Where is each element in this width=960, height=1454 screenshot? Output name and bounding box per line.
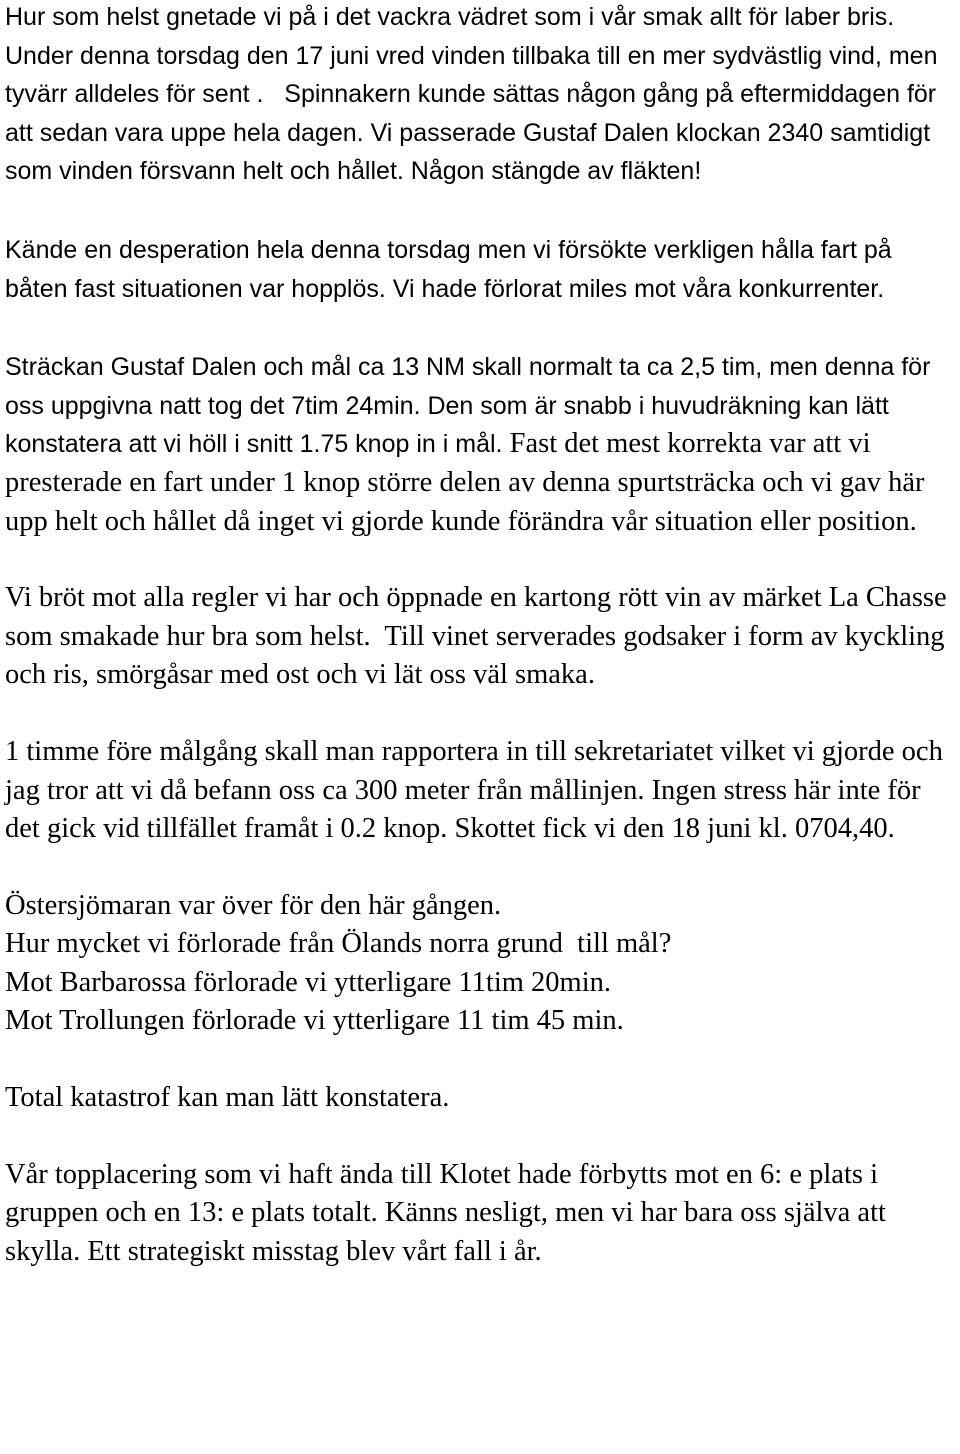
paragraph-gap xyxy=(5,308,957,348)
paragraph-8: Vår topplacering som vi haft ända till Klotet hade förbytts mot en 6: e plats i gruppen och en 13: e plats totalt. Känns nesligt, men vi har bara oss själva att skylla. Ett strategiskt misstag blev vårt fall i år. xyxy=(5,1158,894,1267)
paragraph-gap xyxy=(5,849,957,887)
paragraph-7: Total katastrof kan man lätt konstatera. xyxy=(5,1082,450,1114)
paragraph-6-line-3: Mot Barbarossa förlorade vi ytterligare 11tim 20min. xyxy=(5,966,612,998)
paragraph-3-serif-text: Fast det mest korrekta var att vi presterade en fart under 1 knop större delen av denna spurtsträcka och vi gav här upp helt och hållet då inget vi gjorde kunde förändra vår situation eller position. xyxy=(5,428,932,537)
paragraph-gap xyxy=(5,541,957,579)
paragraph-2: Kände en desperation hela denna torsdag men vi försökte verkligen hålla fart på båten fast situationen var hopplös. Vi hade förlorat miles mot våra konkurrenter. xyxy=(5,235,899,303)
paragraph-gap xyxy=(5,191,957,231)
paragraph-3 xyxy=(5,348,957,541)
paragraph-1: Hur som helst gnetade vi på i det vackra vädret som i vår smak allt för laber bris. Under denna torsdag den 17 juni vred vinden tillbaka till en mer sydvästlig vind, men tyvärr alldeles för sent . Spinnakern kunde sättas någon gång på eftermiddagen för att sedan vara uppe hela dagen. Vi passerade Gustaf Dalen klockan 2340 samtidigt som vinden försvann helt och hållet. Någon stängde av fläkten! xyxy=(5,3,945,186)
paragraph-6-line-4: Mot Trollungen förlorade vi ytterligare 11 tim 45 min. xyxy=(5,1005,624,1037)
document-page xyxy=(5,0,957,1271)
paragraph-6-line-1: Östersjömaran var över för den här gången. xyxy=(5,889,502,921)
paragraph-gap xyxy=(5,1041,957,1079)
paragraph-5: 1 timme före målgång skall man rapportera in till sekretariatet vilket vi gjorde och jag tror att vi då befann oss ca 300 meter från mållinjen. Ingen stress här inte för det gick vid tillfället framåt i 0.2 knop. Skottet fick vi den 18 juni kl. 0704,40. xyxy=(5,735,950,845)
paragraph-4: Vi bröt mot alla regler vi har och öppnade en kartong rött vin av märket La Chasse som smakade hur bra som helst. Till vinet serverades godsaker i form av kyckling och ris, smörgåsar med ost och vi lät oss väl smaka. xyxy=(5,582,954,691)
paragraph-gap xyxy=(5,1118,957,1156)
paragraph-3-sans-text: Sträckan Gustaf Dalen och mål ca 13 NM skall normalt ta ca 2,5 tim, men denna för oss uppgivna natt tog det 7tim 24min. Den som är snabb i huvudräkning kan lätt konstatera att vi höll i snitt 1.75 knop in i mål. xyxy=(5,353,938,459)
paragraph-gap xyxy=(5,695,957,733)
paragraph-6-line-2: Hur mycket vi förlorade från Ölands norra grund till mål? xyxy=(5,928,672,960)
